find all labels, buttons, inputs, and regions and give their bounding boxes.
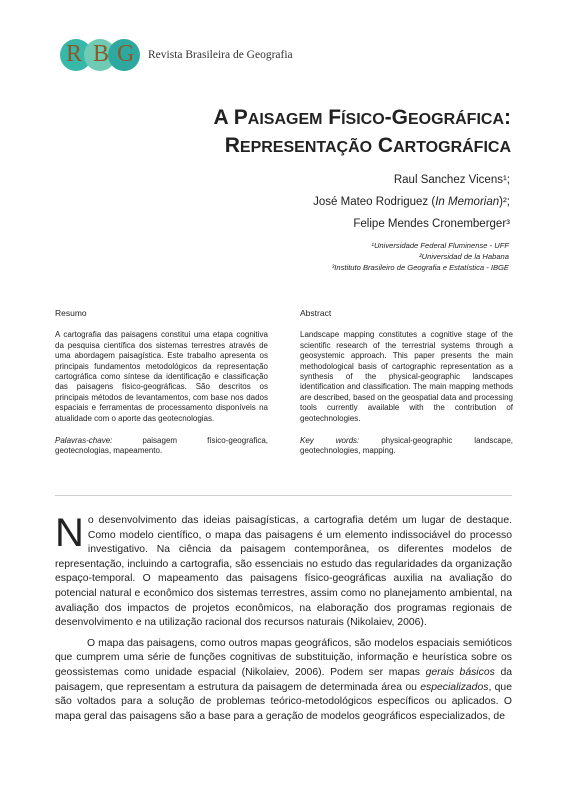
journal-name: Revista Brasileira de Geografia — [148, 49, 293, 61]
affiliation-3: ³Instituto Brasileiro de Geografia e Estatística - IBGE — [331, 263, 509, 272]
resumo-text: A cartografia das paisagens constitui uma etapa cognitiva da pesquisa científica dos sistemas terrestres através de uma abordagem paisagística. Este trabalho apresenta os principais fundamentos metodológicos da representação cartográfica como síntese da identificação e classificação das paisagens físico-geográficas. São descritos os principais métodos de levantamentos, com base nos dados espaciais e ferramentas de processamento disponíveis na atualidade com o aporte das geotecnologias. — [55, 330, 268, 423]
logo-letter: B — [93, 41, 110, 67]
resumo-heading: Resumo — [55, 308, 87, 318]
body-text — [55, 511, 513, 724]
affiliation-1: ¹Universidade Federal Fluminense - UFF — [371, 241, 509, 250]
resumo-section — [55, 308, 268, 457]
author-3: Felipe Mendes Cronemberger³ — [353, 218, 510, 230]
logo-letter: R — [66, 41, 83, 67]
drop-cap: N — [55, 511, 84, 555]
affiliations — [332, 240, 509, 273]
title-line-2: REPRESENTAÇÃO CARTOGRÁFICA — [224, 134, 511, 157]
abstract-text: Landscape mapping constitutes a cognitive stage of the scientific research of the terrestrial systems through a geosystemic approach. This paper presents the main methodological basis of cartographic representation as a synthesis of the physical-geographic landscapes identification and classification. The main mapping methods are described, based on the geospatial data and processing tools currently available with the contribution of geotechnologies. — [300, 330, 513, 423]
paper-title — [214, 105, 511, 161]
abstract-heading: Abstract — [300, 308, 332, 318]
logo-letter: G — [117, 41, 135, 67]
author-2: José Mateo Rodriguez (In Memorian)²; — [313, 196, 510, 208]
section-divider — [55, 495, 512, 496]
rbg-logo-mark — [60, 38, 144, 72]
author-list — [313, 169, 510, 235]
journal-logo — [60, 38, 293, 72]
author-1: Raul Sanchez Vicens¹; — [393, 174, 510, 186]
paragraph-1: No desenvolvimento das ideias paisagísticas, a cartografia detém um lugar de destaque. Como modelo científico, o mapa das paisagens é um elemento indissociável do processo investigativo. Na ciência da paisagem contemporânea, os diferentes modelos de representação, incluindo a cartografia, são essenciais no estudo das regularidades da organização espaço-temporal. O mapeamento das paisagens físico-geográficas auxilia na avaliação do potencial natural e econômico dos sistemas terrestres, assim como no planejamento ambiental, na avaliação dos impactos de projetos econômicos, na elaboração dos programas regionais de desenvolvimento e na utilização racional dos recursos naturais (Nikolaiev, 2006). — [55, 511, 512, 629]
title-line-1: A PAISAGEM FÍSICO-GEOGRÁFICA: — [213, 106, 511, 129]
abstract-section — [300, 308, 513, 457]
paragraph-2: O mapa das paisagens, como outros mapas geográficos, são modelos espaciais semióticos que cumprem uma série de funções cognitivas de substituição, informação e heurística sobre os geossistemas como unidade espacial (Nikolaiev, 2006). Podem ser mapas gerais básicos da paisagem, que representam a estrutura da paisagem de determinada área ou especializados, que são voltados para a solução de problemas teórico-metodológicos específicos ou aplicados. O mapa geral das paisagens são a base para a geração de modelos geográficos especializados, de — [55, 637, 513, 722]
resumo-keywords: Palavras-chave: paisagem físico-geografica, geotecnologias, mapeamento. — [55, 436, 268, 456]
affiliation-2: ²Universidad de la Habana — [419, 252, 509, 261]
abstract-keywords: Key words: physical-geographic landscape, geotechnologies, mapping. — [300, 436, 513, 456]
